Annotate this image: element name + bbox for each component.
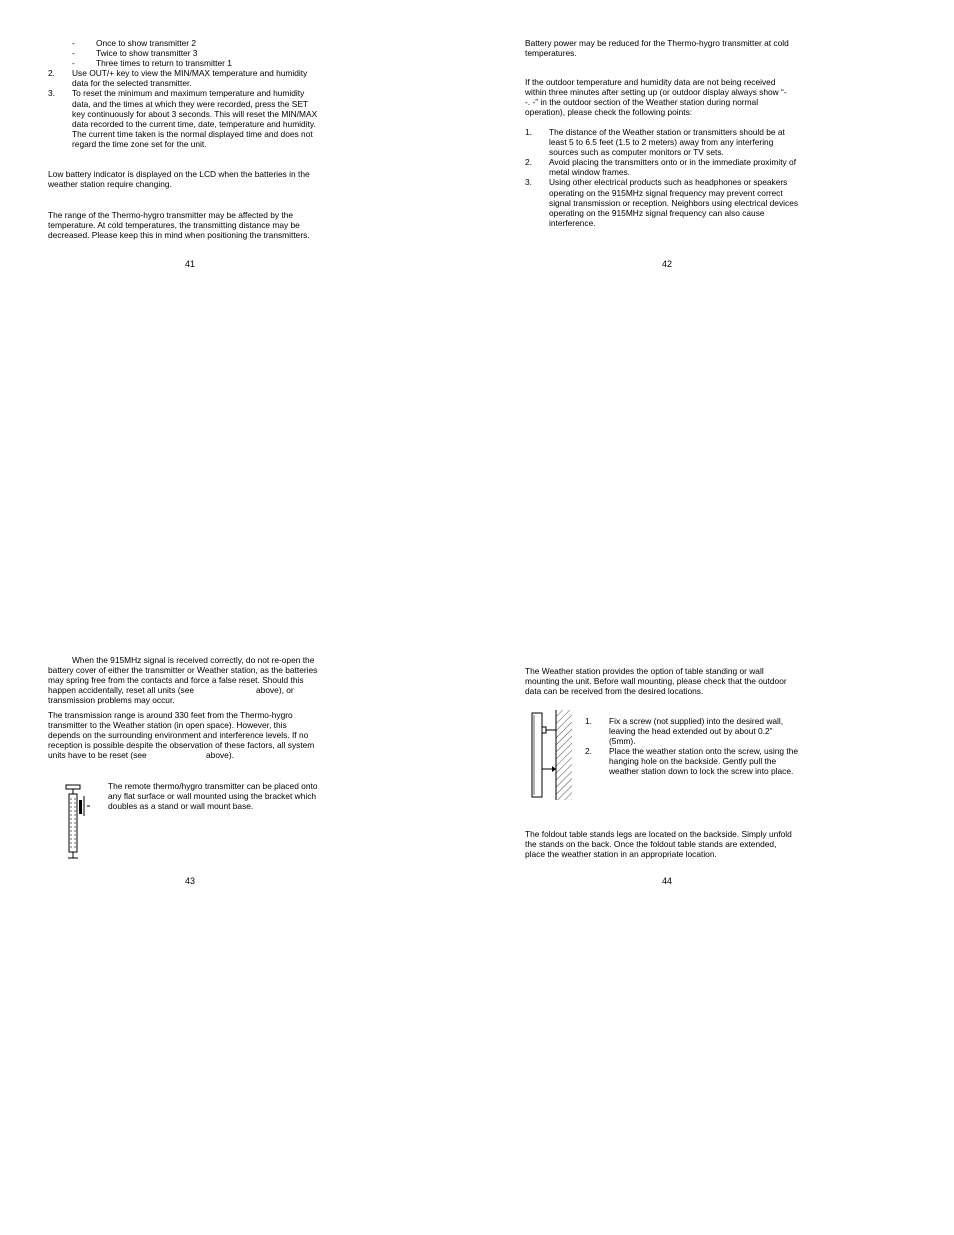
bullet-marker: - [72,38,75,48]
page-number: 41 [184,259,195,269]
step-line: Avoid placing the transmitters onto or in the immediate proximity of [549,157,797,168]
paragraph-line: Battery power may be reduced for the Thermo-hygro transmitter at cold [525,38,789,48]
paragraph-line: The remote thermo/hygro transmitter can be placed onto [108,781,318,791]
step-line: data recorded to the current time, date, temperature and humidity. [72,118,316,129]
step-line: metal window frames. [549,167,630,178]
numbered-step [525,157,825,177]
transmission-paragraph [48,710,338,760]
line-fragment: happen accidentally, reset all units (see [48,685,195,696]
paragraph-line: transmission problems may occur. [48,695,175,706]
paragraph-line: transmitter to the Weather station (in open space). However, this [48,720,287,731]
bullet-marker: - [72,48,75,59]
step-number: 3. [525,177,532,188]
step-line: (5mm). [609,736,636,747]
paragraph-line: the stands on the back. Once the foldout table stands are extended, [525,839,777,850]
step-line: operating on the 915MHz signal frequency can also cause [549,207,765,218]
paragraph-line: within three minutes after setting up (or outdoor display always show “- [525,87,787,98]
bullet-item [48,58,348,68]
paragraph-line: The range of the Thermo-hygro transmitter may be affected by the [48,210,294,220]
page-number: 42 [661,259,672,269]
step-line: interference. [549,217,596,228]
numbered-step [525,177,825,227]
paragraph-line: may spring free from the contacts and force a false reset. Should this [48,675,304,686]
step-line: The current time taken is the normal displayed time and does not [72,128,313,139]
step-line: data for the selected transmitter. [72,78,192,89]
step-line: regard the time zone set for the unit. [72,138,207,149]
numbered-step [525,127,825,157]
bullet-text: Twice to show transmitter 3 [96,48,198,59]
line-fragment: above), or [256,685,294,696]
paragraph-line: If the outdoor temperature and humidity data are not being received [525,77,776,87]
paragraph-line: battery cover of either the transmitter or Weather station, as the batteries [48,665,318,676]
step-number: 2. [48,68,55,79]
bullet-marker: - [72,58,75,69]
bullet-text: Once to show transmitter 2 [96,38,197,48]
bullet-text: Three times to return to transmitter 1 [96,58,232,69]
wall-mount-steps [585,716,815,777]
paragraph-line: place the weather station in an appropriate location. [525,849,717,860]
paragraph-line: Low battery indicator is displayed on the LCD when the batteries in the [48,169,310,179]
bullet-item [48,48,348,58]
paragraph-line: mounting the unit. Before wall mounting, please check that the outdoor [525,676,787,687]
paragraph-line: decreased. Please keep this in mind when positioning the transmitters. [48,230,310,241]
paragraph-line: doubles as a stand or wall mount base. [108,801,254,812]
step-number: 3. [48,88,55,99]
transmitter-bracket-illustration [62,784,96,860]
remote-transmitter-paragraph [108,781,348,811]
step-line: data, and the times at which they were recorded, press the SET [72,98,309,109]
step-line: To reset the minimum and maximum temperature and humidity [72,88,305,99]
paragraph-line: The foldout table stands legs are located on the backside. Simply unfold [525,829,792,839]
bullet-item [48,38,348,48]
page-number: 43 [184,876,195,886]
signal-paragraph [48,655,338,705]
paragraph-line [48,750,338,760]
step-number: 2. [525,157,532,168]
paragraph-line: When the 915MHz signal is received correctly, do not re-open the [72,655,315,665]
paragraph-line: temperature. At cold temperatures, the transmitting distance may be [48,220,300,231]
paragraph-line: The Weather station provides the option of table standing or wall [525,666,764,676]
step-line: Fix a screw (not supplied) into the desired wall, [609,716,784,726]
step-line: sources such as computer monitors or TV sets. [549,147,724,158]
step-line: signal transmission or reception. Neighbors using electrical devices [549,197,799,208]
paragraph-line: any flat surface or wall mounted using the bracket which [108,791,317,802]
range-paragraph [48,210,348,240]
line-fragment: units have to be reset (see [48,750,147,761]
battery-power-paragraph [525,38,825,58]
outdoor-data-paragraph [525,77,825,117]
wall-mount-illustration [528,709,576,801]
line-fragment: above). [206,750,234,761]
step-line: weather station down to lock the screw into place. [609,766,794,777]
paragraph-line: data can be received from the desired locations. [525,686,704,697]
paragraph-line: weather station require changing. [48,179,172,190]
numbered-step [585,746,815,776]
paragraph-line: depends on the surrounding environment and interference levels. If no [48,730,309,741]
numbered-step [585,716,815,746]
paragraph-line: operation), please check the following points: [525,107,693,118]
paragraph-line: reception is possible despite the observation of these factors, all system [48,740,315,751]
low-battery-paragraph [48,169,348,189]
step-line: The distance of the Weather station or transmitters should be at [549,127,785,137]
p41-bullets [48,38,348,149]
step-line: key continuously for about 3 seconds. This will reset the MIN/MAX [72,108,318,119]
checks-list [525,127,825,228]
step-line: leaving the head extended out by about 0.2” [609,726,773,737]
paragraph-line [48,685,338,695]
step-line: operating on the 915MHz signal frequency may prevent correct [549,187,783,198]
foldout-paragraph [525,829,825,859]
numbered-step [48,68,348,88]
step-number: 1. [585,716,592,726]
step-number: 2. [585,746,592,757]
step-line: Use OUT/+ key to view the MIN/MAX temperature and humidity [72,68,308,79]
mounting-paragraph [525,666,825,696]
paragraph-line: temperatures. [525,48,577,59]
numbered-step [48,88,348,149]
step-number: 1. [525,127,532,137]
step-line: hanging hole on the backside. Gently pull the [609,756,777,767]
paragraph-line: -. -” in the outdoor section of the Weather station during normal [525,97,759,108]
step-line: Place the weather station onto the screw, using the [609,746,799,757]
page-number: 44 [661,876,672,886]
step-line: least 5 to 6.5 feet (1.5 to 2 meters) away from any interfering [549,137,774,148]
step-line: Using other electrical products such as headphones or speakers [549,177,788,188]
paragraph-line: The transmission range is around 330 feet from the Thermo-hygro [48,710,293,720]
